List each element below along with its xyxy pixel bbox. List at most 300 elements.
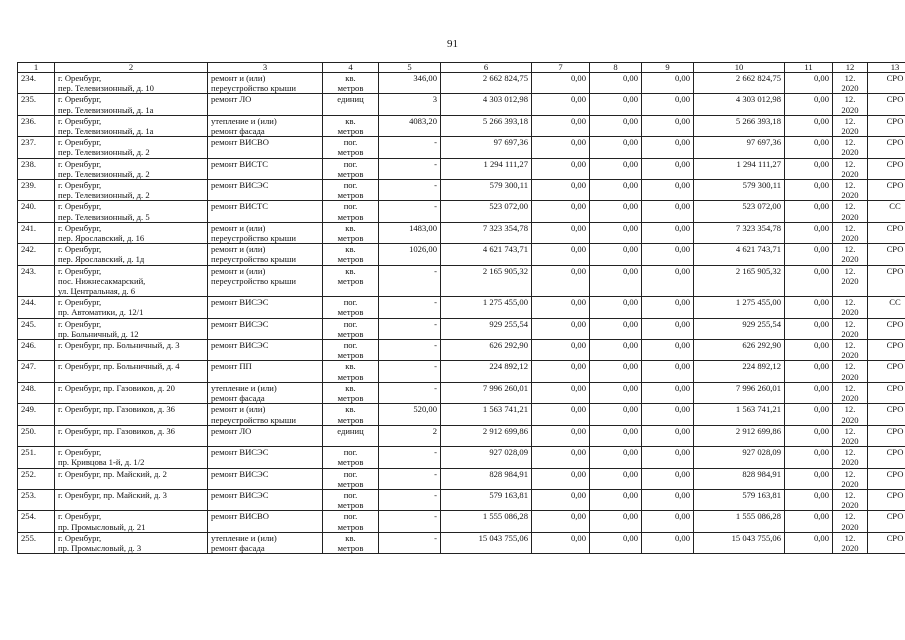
funding-method-cell: СС [868,201,905,222]
column-number-header: 12 [833,63,868,73]
address-cell: г. Оренбург, пр. Майский, д. 3 [55,489,208,510]
row-number: 234. [18,73,55,94]
volume-cell: - [379,511,441,532]
column-number-header: 1 [18,63,55,73]
table-row [18,265,905,297]
unit-cell: пог. метров [323,158,379,179]
total-cost-cell: 224 892,12 [441,361,532,382]
row-number: 243. [18,265,55,297]
column-number-header: 8 [590,63,642,73]
address-cell: г. Оренбург, пер. Телевизионный, д. 2 [55,137,208,158]
fund-cell: 0,00 [532,340,590,361]
address-cell: г. Оренбург, пр. Больничный, д. 12 [55,318,208,339]
table-row [18,222,905,243]
budget-cell: 0,00 [590,511,642,532]
unit-cell: единиц [323,425,379,446]
address-cell: г. Оренбург, пер. Телевизионный, д. 2 [55,180,208,201]
fund-cell: 0,00 [532,244,590,265]
table-row [18,468,905,489]
completion-date-cell: 12. 2020 [833,318,868,339]
row-number: 244. [18,297,55,318]
owners-funds-cell: 929 255,54 [694,318,785,339]
funding-method-cell: СРО [868,361,905,382]
total-cost-cell: 1 294 111,27 [441,158,532,179]
completion-date-cell: 12. 2020 [833,447,868,468]
row-number: 239. [18,180,55,201]
other-funds-cell: 0,00 [785,425,833,446]
total-cost-cell: 97 697,36 [441,137,532,158]
funding-method-cell: СРО [868,94,905,115]
fund-cell: 0,00 [532,425,590,446]
address-cell: г. Оренбург, пер. Телевизионный, д. 5 [55,201,208,222]
other-funds-cell: 0,00 [785,404,833,425]
budget-cell: 0,00 [590,201,642,222]
work-type-cell: ремонт ЛО [208,425,323,446]
table-row [18,447,905,468]
fund-cell: 0,00 [532,404,590,425]
work-type-cell: ремонт ВИСВО [208,137,323,158]
table-row [18,361,905,382]
column-number-row [18,63,905,73]
local-budget-cell: 0,00 [642,137,694,158]
volume-cell: - [379,382,441,403]
fund-cell: 0,00 [532,94,590,115]
other-funds-cell: 0,00 [785,180,833,201]
budget-cell: 0,00 [590,382,642,403]
row-number: 241. [18,222,55,243]
funding-method-cell: СРО [868,382,905,403]
page-number: 91 [447,38,458,50]
budget-cell: 0,00 [590,244,642,265]
table-row [18,489,905,510]
row-number: 252. [18,468,55,489]
budget-cell: 0,00 [590,94,642,115]
completion-date-cell: 12. 2020 [833,158,868,179]
volume-cell: 3 [379,94,441,115]
local-budget-cell: 0,00 [642,201,694,222]
local-budget-cell: 0,00 [642,265,694,297]
owners-funds-cell: 579 163,81 [694,489,785,510]
fund-cell: 0,00 [532,115,590,136]
owners-funds-cell: 4 303 012,98 [694,94,785,115]
table-row [18,158,905,179]
funding-method-cell: СРО [868,489,905,510]
volume-cell: - [379,340,441,361]
address-cell: г. Оренбург, пр. Автоматики, д. 12/1 [55,297,208,318]
owners-funds-cell: 1 563 741,21 [694,404,785,425]
row-number: 237. [18,137,55,158]
column-number-header: 4 [323,63,379,73]
other-funds-cell: 0,00 [785,489,833,510]
work-type-cell: ремонт и (или) переустройство крыши [208,222,323,243]
other-funds-cell: 0,00 [785,382,833,403]
address-cell: г. Оренбург, пер. Телевизионный, д. 1а [55,94,208,115]
table-row [18,511,905,532]
address-cell: г. Оренбург, пер. Ярославский, д. 16 [55,222,208,243]
volume-cell: - [379,532,441,553]
row-number: 235. [18,94,55,115]
total-cost-cell: 2 912 699,86 [441,425,532,446]
volume-cell: - [379,297,441,318]
local-budget-cell: 0,00 [642,180,694,201]
total-cost-cell: 929 255,54 [441,318,532,339]
address-cell: г. Оренбург, пр. Промысловый, д. 3 [55,532,208,553]
funding-method-cell: СРО [868,511,905,532]
budget-cell: 0,00 [590,447,642,468]
volume-cell: 1026,00 [379,244,441,265]
other-funds-cell: 0,00 [785,447,833,468]
local-budget-cell: 0,00 [642,318,694,339]
funding-method-cell: СРО [868,158,905,179]
owners-funds-cell: 4 621 743,71 [694,244,785,265]
fund-cell: 0,00 [532,265,590,297]
work-type-cell: ремонт и (или) переустройство крыши [208,73,323,94]
local-budget-cell: 0,00 [642,115,694,136]
column-number-header: 9 [642,63,694,73]
row-number: 254. [18,511,55,532]
budget-cell: 0,00 [590,180,642,201]
column-number-header: 10 [694,63,785,73]
column-number-header: 3 [208,63,323,73]
work-type-cell: ремонт ЛО [208,94,323,115]
unit-cell: пог. метров [323,137,379,158]
address-cell: г. Оренбург, пр. Газовиков, д. 20 [55,382,208,403]
unit-cell: кв. метров [323,73,379,94]
total-cost-cell: 4 303 012,98 [441,94,532,115]
funding-method-cell: СС [868,297,905,318]
completion-date-cell: 12. 2020 [833,94,868,115]
work-type-cell: ремонт ВИСВО [208,511,323,532]
volume-cell: - [379,201,441,222]
row-number: 248. [18,382,55,403]
budget-cell: 0,00 [590,297,642,318]
work-type-cell: ремонт ПП [208,361,323,382]
volume-cell: 520,00 [379,404,441,425]
funding-method-cell: СРО [868,468,905,489]
table-row [18,340,905,361]
row-number: 238. [18,158,55,179]
column-number-header: 7 [532,63,590,73]
budget-cell: 0,00 [590,137,642,158]
unit-cell: единиц [323,94,379,115]
total-cost-cell: 2 165 905,32 [441,265,532,297]
table-row [18,115,905,136]
local-budget-cell: 0,00 [642,94,694,115]
funding-method-cell: СРО [868,244,905,265]
funding-method-cell: СРО [868,447,905,468]
completion-date-cell: 12. 2020 [833,73,868,94]
total-cost-cell: 626 292,90 [441,340,532,361]
other-funds-cell: 0,00 [785,201,833,222]
completion-date-cell: 12. 2020 [833,180,868,201]
owners-funds-cell: 2 912 699,86 [694,425,785,446]
completion-date-cell: 12. 2020 [833,468,868,489]
row-number: 240. [18,201,55,222]
row-number: 246. [18,340,55,361]
completion-date-cell: 12. 2020 [833,340,868,361]
budget-cell: 0,00 [590,404,642,425]
table-row [18,94,905,115]
work-type-cell: ремонт ВИСТС [208,158,323,179]
column-number-header: 11 [785,63,833,73]
total-cost-cell: 1 555 086,28 [441,511,532,532]
unit-cell: кв. метров [323,244,379,265]
total-cost-cell: 579 300,11 [441,180,532,201]
fund-cell: 0,00 [532,158,590,179]
address-cell: г. Оренбург, пер. Телевизионный, д. 1а [55,115,208,136]
fund-cell: 0,00 [532,447,590,468]
column-number-header: 6 [441,63,532,73]
work-type-cell: утепление и (или) ремонт фасада [208,115,323,136]
unit-cell: пог. метров [323,489,379,510]
unit-cell: пог. метров [323,468,379,489]
volume-cell: - [379,265,441,297]
unit-cell: кв. метров [323,265,379,297]
owners-funds-cell: 1 555 086,28 [694,511,785,532]
completion-date-cell: 12. 2020 [833,532,868,553]
completion-date-cell: 12. 2020 [833,137,868,158]
table-row [18,382,905,403]
owners-funds-cell: 2 165 905,32 [694,265,785,297]
completion-date-cell: 12. 2020 [833,382,868,403]
budget-cell: 0,00 [590,318,642,339]
completion-date-cell: 12. 2020 [833,115,868,136]
owners-funds-cell: 5 266 393,18 [694,115,785,136]
work-type-cell: ремонт ВИСТС [208,201,323,222]
total-cost-cell: 4 621 743,71 [441,244,532,265]
work-type-cell: ремонт и (или) переустройство крыши [208,265,323,297]
volume-cell: 2 [379,425,441,446]
work-type-cell: утепление и (или) ремонт фасада [208,382,323,403]
other-funds-cell: 0,00 [785,361,833,382]
column-number-header: 13 [868,63,905,73]
fund-cell: 0,00 [532,297,590,318]
work-type-cell: утепление и (или) ремонт фасада [208,532,323,553]
fund-cell: 0,00 [532,222,590,243]
unit-cell: кв. метров [323,115,379,136]
row-number: 253. [18,489,55,510]
table-row [18,73,905,94]
other-funds-cell: 0,00 [785,244,833,265]
total-cost-cell: 927 028,09 [441,447,532,468]
local-budget-cell: 0,00 [642,532,694,553]
fund-cell: 0,00 [532,532,590,553]
completion-date-cell: 12. 2020 [833,361,868,382]
unit-cell: пог. метров [323,447,379,468]
work-type-cell: ремонт и (или) переустройство крыши [208,244,323,265]
fund-cell: 0,00 [532,489,590,510]
fund-cell: 0,00 [532,201,590,222]
unit-cell: пог. метров [323,318,379,339]
volume-cell: - [379,447,441,468]
row-number: 242. [18,244,55,265]
total-cost-cell: 523 072,00 [441,201,532,222]
volume-cell: - [379,158,441,179]
work-type-cell: ремонт ВИСЭС [208,180,323,201]
total-cost-cell: 1 563 741,21 [441,404,532,425]
funding-method-cell: СРО [868,180,905,201]
total-cost-cell: 15 043 755,06 [441,532,532,553]
table-row [18,180,905,201]
address-cell: г. Оренбург, пер. Телевизионный, д. 10 [55,73,208,94]
local-budget-cell: 0,00 [642,382,694,403]
local-budget-cell: 0,00 [642,447,694,468]
fund-cell: 0,00 [532,511,590,532]
work-type-cell: ремонт ВИСЭС [208,468,323,489]
table-row [18,404,905,425]
table-row [18,137,905,158]
table-row [18,532,905,553]
funding-method-cell: СРО [868,425,905,446]
owners-funds-cell: 7 323 354,78 [694,222,785,243]
local-budget-cell: 0,00 [642,340,694,361]
unit-cell: пог. метров [323,511,379,532]
work-type-cell: ремонт ВИСЭС [208,318,323,339]
address-cell: г. Оренбург, пер. Телевизионный, д. 2 [55,158,208,179]
owners-funds-cell: 15 043 755,06 [694,532,785,553]
local-budget-cell: 0,00 [642,361,694,382]
completion-date-cell: 12. 2020 [833,489,868,510]
address-cell: г. Оренбург, пр. Больничный, д. 3 [55,340,208,361]
table-row [18,297,905,318]
repair-register-table [17,62,905,554]
unit-cell: пог. метров [323,180,379,201]
other-funds-cell: 0,00 [785,73,833,94]
other-funds-cell: 0,00 [785,115,833,136]
other-funds-cell: 0,00 [785,297,833,318]
address-cell: г. Оренбург, пр. Газовиков, д. 36 [55,404,208,425]
owners-funds-cell: 7 996 260,01 [694,382,785,403]
total-cost-cell: 1 275 455,00 [441,297,532,318]
funding-method-cell: СРО [868,73,905,94]
other-funds-cell: 0,00 [785,511,833,532]
other-funds-cell: 0,00 [785,222,833,243]
local-budget-cell: 0,00 [642,244,694,265]
work-type-cell: ремонт ВИСЭС [208,340,323,361]
volume-cell: - [379,489,441,510]
volume-cell: 4083,20 [379,115,441,136]
completion-date-cell: 12. 2020 [833,511,868,532]
other-funds-cell: 0,00 [785,468,833,489]
completion-date-cell: 12. 2020 [833,404,868,425]
total-cost-cell: 7 323 354,78 [441,222,532,243]
completion-date-cell: 12. 2020 [833,425,868,446]
volume-cell: - [379,137,441,158]
row-number: 247. [18,361,55,382]
local-budget-cell: 0,00 [642,468,694,489]
row-number: 249. [18,404,55,425]
fund-cell: 0,00 [532,361,590,382]
funding-method-cell: СРО [868,115,905,136]
address-cell: г. Оренбург, пр. Кривцова 1-й, д. 1/2 [55,447,208,468]
unit-cell: кв. метров [323,222,379,243]
owners-funds-cell: 523 072,00 [694,201,785,222]
other-funds-cell: 0,00 [785,94,833,115]
budget-cell: 0,00 [590,222,642,243]
owners-funds-cell: 626 292,90 [694,340,785,361]
funding-method-cell: СРО [868,532,905,553]
completion-date-cell: 12. 2020 [833,222,868,243]
total-cost-cell: 579 163,81 [441,489,532,510]
fund-cell: 0,00 [532,382,590,403]
owners-funds-cell: 828 984,91 [694,468,785,489]
funding-method-cell: СРО [868,137,905,158]
local-budget-cell: 0,00 [642,222,694,243]
completion-date-cell: 12. 2020 [833,297,868,318]
owners-funds-cell: 927 028,09 [694,447,785,468]
unit-cell: пог. метров [323,297,379,318]
funding-method-cell: СРО [868,265,905,297]
completion-date-cell: 12. 2020 [833,244,868,265]
table-row [18,201,905,222]
table-row [18,318,905,339]
budget-cell: 0,00 [590,425,642,446]
work-type-cell: ремонт и (или) переустройство крыши [208,404,323,425]
row-number: 250. [18,425,55,446]
budget-cell: 0,00 [590,265,642,297]
fund-cell: 0,00 [532,180,590,201]
table-row [18,425,905,446]
other-funds-cell: 0,00 [785,318,833,339]
work-type-cell: ремонт ВИСЭС [208,489,323,510]
address-cell: г. Оренбург, пр. Майский, д. 2 [55,468,208,489]
address-cell: г. Оренбург, пр. Газовиков, д. 36 [55,425,208,446]
volume-cell: - [379,468,441,489]
address-cell: г. Оренбург, пос. Нижнесакмарский, ул. Центральная, д. 6 [55,265,208,297]
volume-cell: 1483,00 [379,222,441,243]
volume-cell: - [379,180,441,201]
fund-cell: 0,00 [532,73,590,94]
completion-date-cell: 12. 2020 [833,265,868,297]
local-budget-cell: 0,00 [642,404,694,425]
budget-cell: 0,00 [590,489,642,510]
address-cell: г. Оренбург, пр. Больничный, д. 4 [55,361,208,382]
total-cost-cell: 7 996 260,01 [441,382,532,403]
address-cell: г. Оренбург, пр. Промысловый, д. 21 [55,511,208,532]
unit-cell: пог. метров [323,340,379,361]
budget-cell: 0,00 [590,468,642,489]
funding-method-cell: СРО [868,404,905,425]
funding-method-cell: СРО [868,340,905,361]
budget-cell: 0,00 [590,532,642,553]
budget-cell: 0,00 [590,158,642,179]
owners-funds-cell: 97 697,36 [694,137,785,158]
other-funds-cell: 0,00 [785,137,833,158]
budget-cell: 0,00 [590,73,642,94]
local-budget-cell: 0,00 [642,158,694,179]
local-budget-cell: 0,00 [642,425,694,446]
completion-date-cell: 12. 2020 [833,201,868,222]
budget-cell: 0,00 [590,340,642,361]
other-funds-cell: 0,00 [785,340,833,361]
budget-cell: 0,00 [590,361,642,382]
row-number: 251. [18,447,55,468]
total-cost-cell: 2 662 824,75 [441,73,532,94]
owners-funds-cell: 1 275 455,00 [694,297,785,318]
table-row [18,244,905,265]
owners-funds-cell: 2 662 824,75 [694,73,785,94]
volume-cell: - [379,318,441,339]
column-number-header: 5 [379,63,441,73]
owners-funds-cell: 1 294 111,27 [694,158,785,179]
unit-cell: кв. метров [323,532,379,553]
local-budget-cell: 0,00 [642,511,694,532]
local-budget-cell: 0,00 [642,297,694,318]
owners-funds-cell: 579 300,11 [694,180,785,201]
unit-cell: кв. метров [323,404,379,425]
local-budget-cell: 0,00 [642,489,694,510]
local-budget-cell: 0,00 [642,73,694,94]
